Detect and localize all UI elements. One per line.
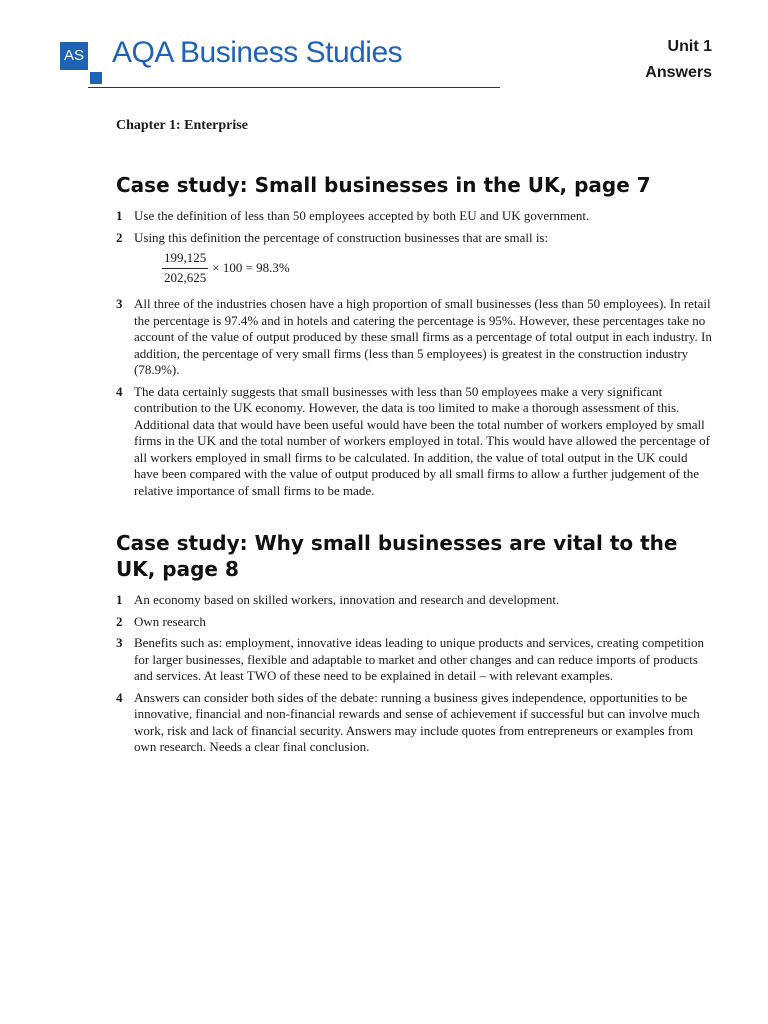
- answer-number: 1: [116, 208, 123, 223]
- as-badge: AS: [60, 42, 88, 70]
- unit-label-block: [645, 34, 712, 86]
- answer-item: [116, 230, 712, 287]
- answer-number: 2: [116, 229, 123, 245]
- answer-item: [116, 592, 712, 609]
- answer-item: [116, 690, 712, 756]
- fraction-numerator: 199,125: [162, 250, 208, 269]
- answer-number: 3: [116, 296, 123, 311]
- answer-item: [116, 635, 712, 685]
- answer-number: 4: [116, 689, 123, 705]
- answer-number: 3: [116, 635, 123, 650]
- logo-square: [90, 72, 102, 84]
- answers-label: Answers: [645, 64, 712, 81]
- answer-text: Answers can consider both sides of the debate: running a business gives independence, opportunities to be innovative, financial and non-financial rewards and sense of achievement if successful but can involve much work, risk and lack of financial security. Answers may include quotes from entrepreneurs or examples from own research. Needs a clear final conclusion.: [134, 689, 700, 754]
- answer-item: [116, 296, 712, 379]
- answer-text: All three of the industries chosen have a high proportion of small businesses (less than 50 employees). In retail the percentage is 97.4% and in hotels and catering the percentage is 95%. However, these percentages take no account of the value of output produced by these small firms as a percentage of total output in each industry. In addition, the percentage of very small firms (less than 5 employees) is greatest in the construction industry (78.9%).: [134, 296, 712, 377]
- answer-text: Benefits such as: employment, innovative ideas leading to unique products and services, creating competition for larger businesses, flexible and adaptable to market and other changes and can reduce imports of products and services. At least TWO of these need to be explained in detail – with relevant examples.: [134, 635, 705, 683]
- brand-name: AQA Business Studies: [112, 36, 403, 69]
- header-rule: [88, 87, 500, 88]
- answer-number: 2: [116, 613, 123, 629]
- answer-number: 4: [116, 383, 123, 399]
- section-1-heading: Case study: Small businesses in the UK, page 7: [116, 173, 651, 197]
- answer-item: [116, 384, 712, 500]
- answer-number: 1: [116, 592, 123, 607]
- chapter-title: Chapter 1: Enterprise: [116, 118, 248, 133]
- unit-label: Unit 1: [667, 38, 712, 55]
- answer-text: The data certainly suggests that small businesses with less than 50 employees make a very significant contribution to the UK economy. However, the data is too limited to make a thorough assessment of this. Additional data that would have been useful would have been the total number of workers employed by small firms in the UK and the total number of workers employed in total. This would have allowed the percentage of all workers employed in small firms to be calculated. In addition, the value of total output in the UK could have been compared with the value of output produced by all small firms to allow a further judgement of the relative importance of small firms to be made.: [134, 383, 710, 498]
- percentage-formula: [162, 250, 712, 286]
- logo: [60, 36, 500, 90]
- answer-text: Use the definition of less than 50 employees accepted by both EU and UK government.: [134, 208, 590, 223]
- section-2-heading: Case study: Why small businesses are vital to the UK, page 8: [116, 531, 678, 581]
- answer-text: Using this definition the percentage of construction businesses that are small is:: [134, 229, 549, 245]
- fraction: [162, 250, 208, 286]
- section-1-answers: [116, 208, 712, 499]
- answer-text: Own research: [134, 613, 206, 629]
- formula-result: × 100 = 98.3%: [212, 259, 290, 275]
- section-2-answers: [116, 592, 712, 756]
- case-study-section-2: [116, 530, 712, 761]
- answer-item: [116, 208, 712, 225]
- answer-item: [116, 614, 712, 631]
- case-study-section-1: [116, 172, 712, 504]
- fraction-denominator: 202,625: [164, 269, 207, 285]
- answer-text: An economy based on skilled workers, innovation and research and development.: [134, 592, 560, 607]
